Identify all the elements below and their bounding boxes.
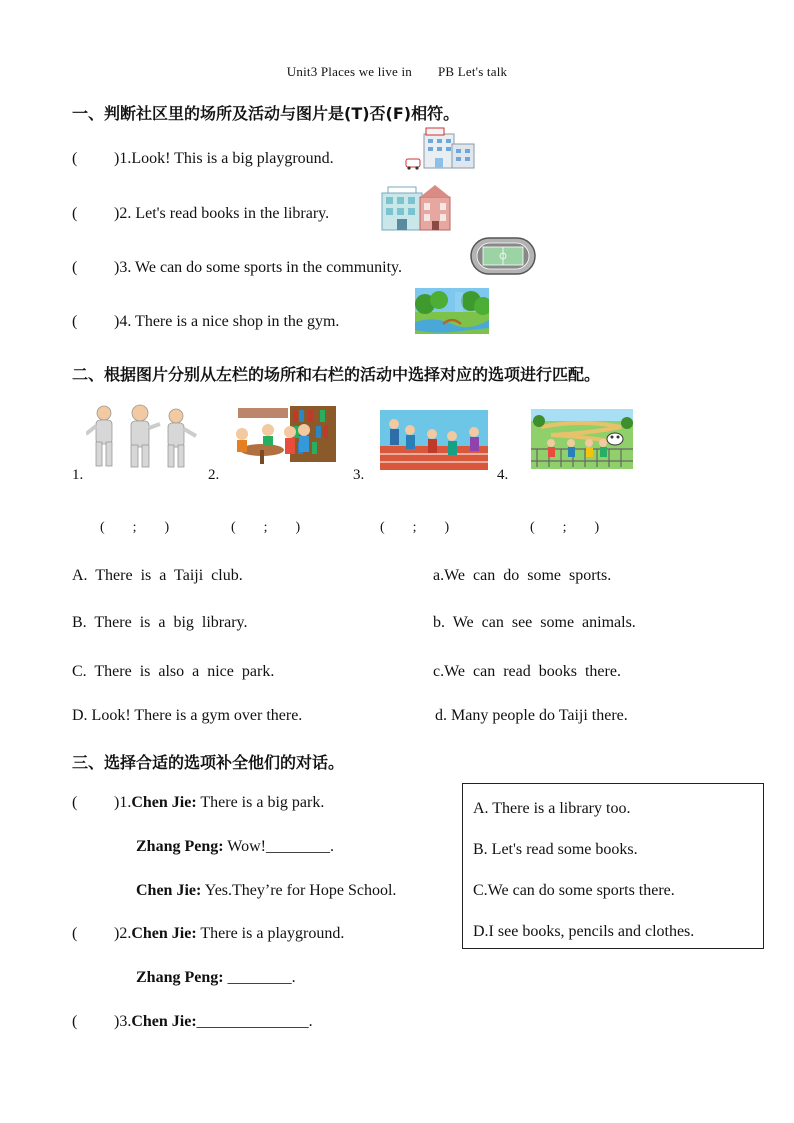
s3-dialog-2: Zhang Peng: Wow!________. <box>136 838 334 855</box>
s3-dialog-4: ( )2.Chen Jie: There is a playground. <box>72 925 345 942</box>
choice-c: C.We can do some sports there. <box>473 882 675 899</box>
answer-blank-1: ( ; ) <box>100 520 170 535</box>
running-track-icon <box>469 236 537 276</box>
answer-blank-4: ( ; ) <box>530 520 600 535</box>
section2-heading: 二、根据图片分别从左栏的场所和右栏的活动中选择对应的选项进行匹配。 <box>72 365 601 384</box>
right-option-c: c.We can read books there. <box>433 663 621 680</box>
left-option-d: D. Look! There is a gym over there. <box>72 707 303 724</box>
left-option-a: A. There is a Taiji club. <box>72 567 243 584</box>
park-icon <box>415 288 489 334</box>
section1-heading: 一、判断社区里的场所及活动与图片是(T)否(F)相符。 <box>72 104 460 123</box>
s3-dialog-6: ( )3.Chen Jie:______________. <box>72 1013 313 1030</box>
library-building-icon <box>380 183 452 231</box>
hospital-icon <box>404 126 476 170</box>
choices-box <box>462 783 764 949</box>
library-reading-icon <box>228 404 340 466</box>
page-title <box>0 64 794 80</box>
choice-d: D.I see books, pencils and clothes. <box>473 923 695 940</box>
right-option-b: b. We can see some animals. <box>433 614 636 631</box>
s1-question-1: ( )1.Look! This is a big playground. <box>72 150 334 167</box>
s3-dialog-1: ( )1.Chen Jie: There is a big park. <box>72 794 325 811</box>
s3-dialog-3: Chen Jie: Yes.They’re for Hope School. <box>136 882 397 899</box>
gym-sports-icon <box>380 410 488 470</box>
picture-number-4: 4. <box>497 467 509 483</box>
s3-dialog-5: Zhang Peng: ________. <box>136 969 296 986</box>
unit-title: Unit3 Places we live in <box>286 64 412 79</box>
picture-number-1: 1. <box>72 467 84 483</box>
right-option-d: d. Many people do Taiji there. <box>435 707 628 724</box>
answer-blank-2: ( ; ) <box>231 520 301 535</box>
s1-question-4: ( )4. There is a nice shop in the gym. <box>72 313 340 330</box>
s1-question-3: ( )3. We can do some sports in the community. <box>72 259 402 276</box>
section3-heading: 三、选择合适的选项补全他们的对话。 <box>72 753 345 772</box>
answer-blank-3: ( ; ) <box>380 520 450 535</box>
picture-number-3: 3. <box>353 467 365 483</box>
left-option-b: B. There is a big library. <box>72 614 248 631</box>
choice-b: B. Let's read some books. <box>473 841 638 858</box>
zoo-park-icon <box>531 409 633 469</box>
choice-a: A. There is a library too. <box>473 800 631 817</box>
s1-question-2: ( )2. Let's read books in the library. <box>72 205 330 222</box>
part-title: PB Let's talk <box>437 64 508 79</box>
picture-number-2: 2. <box>208 467 220 483</box>
taiji-people-icon <box>86 404 198 470</box>
left-option-c: C. There is also a nice park. <box>72 663 275 680</box>
right-option-a: a.We can do some sports. <box>433 567 612 584</box>
